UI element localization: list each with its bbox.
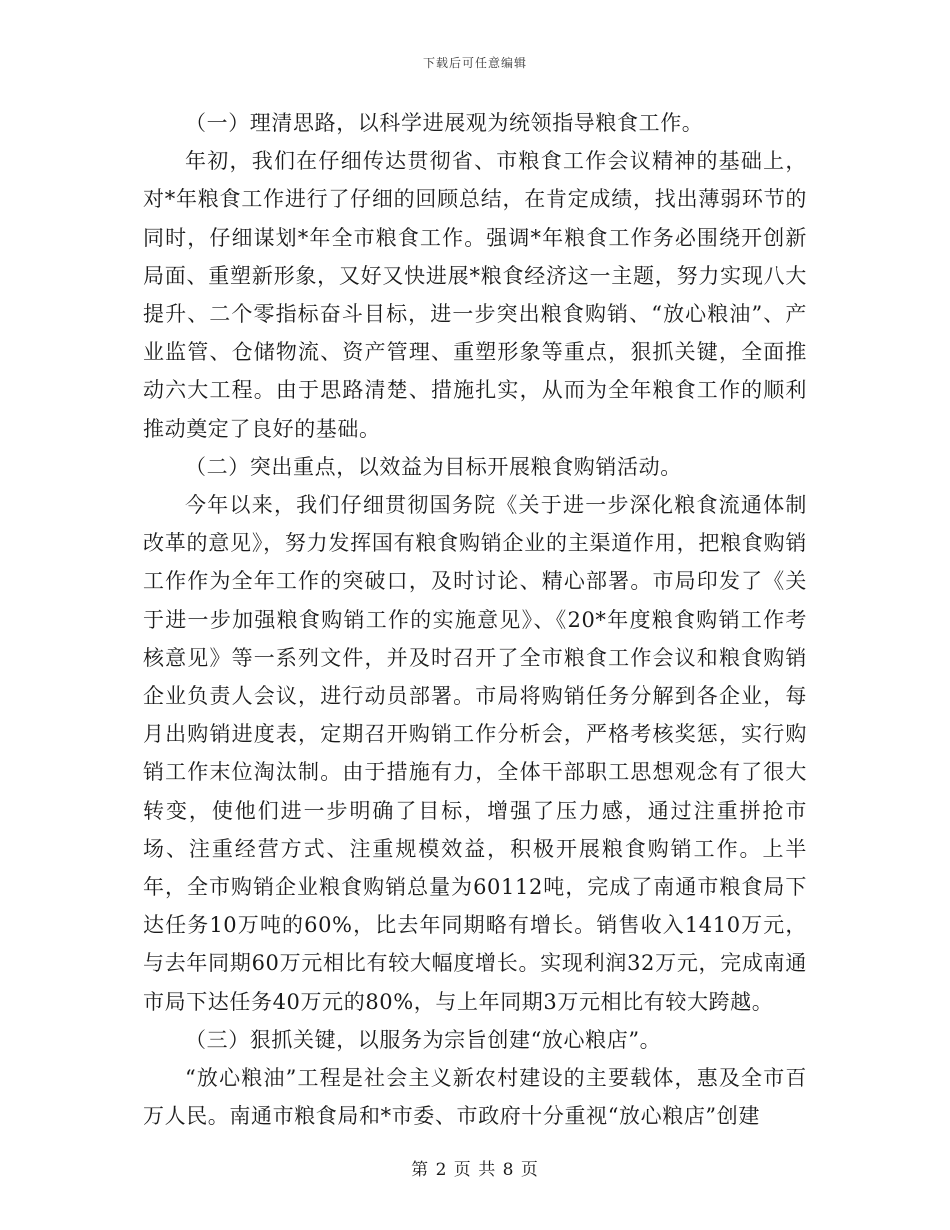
paragraph-3: “放心粮油”工程是社会主义新农村建设的主要载体，惠及全市百万人民。南通市粮食局和*市委、市政府十分重视“放心粮店”创建 xyxy=(143,1066,807,1129)
section-heading-2: （二）突出重点，以效益为目标开展粮食购销活动。 xyxy=(185,454,682,479)
page-header-note: 下载后可任意编辑 xyxy=(422,56,527,70)
document-body xyxy=(143,104,807,1135)
section-heading-1: （一）理清思路，以科学进展观为统领指导粮食工作。 xyxy=(185,111,704,135)
paragraph-1: 年初，我们在仔细传达贯彻省、市粮食工作会议精神的基础上，对*年粮食工作进行了仔细的回顾总结，在肯定成绩，找出薄弱环节的同时，仔细谋划*年全市粮食工作。强调*年粮食工作务必围绕开创新局面、重塑新形象，又好又快进展*粮食经济这一主题，努力实现八大提升、二个零指标奋斗目标，进一步突出粮食购销、“放心粮油”、产业监管、仓储物流、资产管理、重塑形象等重点，狠抓关键，全面推动六大工程。由于思路清楚、措施扎实，从而为全年粮食工作的顺利推动奠定了良好的基础。 xyxy=(143,149,807,441)
paragraph-2: 今年以来，我们仔细贯彻国务院《关于进一步深化粮食流通体制改革的意见》，努力发挥国有粮食购销企业的主渠道作用，把粮食购销工作作为全年工作的突破口，及时讨论、精心部署。市局印发了《关于进一步加强粮食购销工作的实施意见》、《20*年度粮食购销工作考核意见》等一系列文件，并及时召开了全市粮食工作会议和粮食购销企业负责人会议，进行动员部署。市局将购销任务分解到各企业，每月出购销进度表，定期召开购销工作分析会，严格考核奖惩，实行购销工作末位淘汰制。由于措施有力，全体干部职工思想观念有了很大转变，使他们进一步明确了目标，增强了压力感，通过注重拼抢市场、注重经营方式、注重规模效益，积极开展粮食购销工作。上半年，全市购销企业粮食购销总量为60112吨，完成了南通市粮食局下达任务10万吨的60%，比去年同期略有增长。销售收入1410万元，与去年同期60万元相比有较大幅度增长。实现利润32万元，完成南通市局下达任务40万元的80%，与上年同期3万元相比有较大跨越。 xyxy=(143,493,807,1014)
section-heading-3: （三）狠抓关键，以服务为宗旨创建“放心粮店”。 xyxy=(185,1027,662,1052)
page-number: 第 2 页 共 8 页 xyxy=(411,1160,539,1180)
